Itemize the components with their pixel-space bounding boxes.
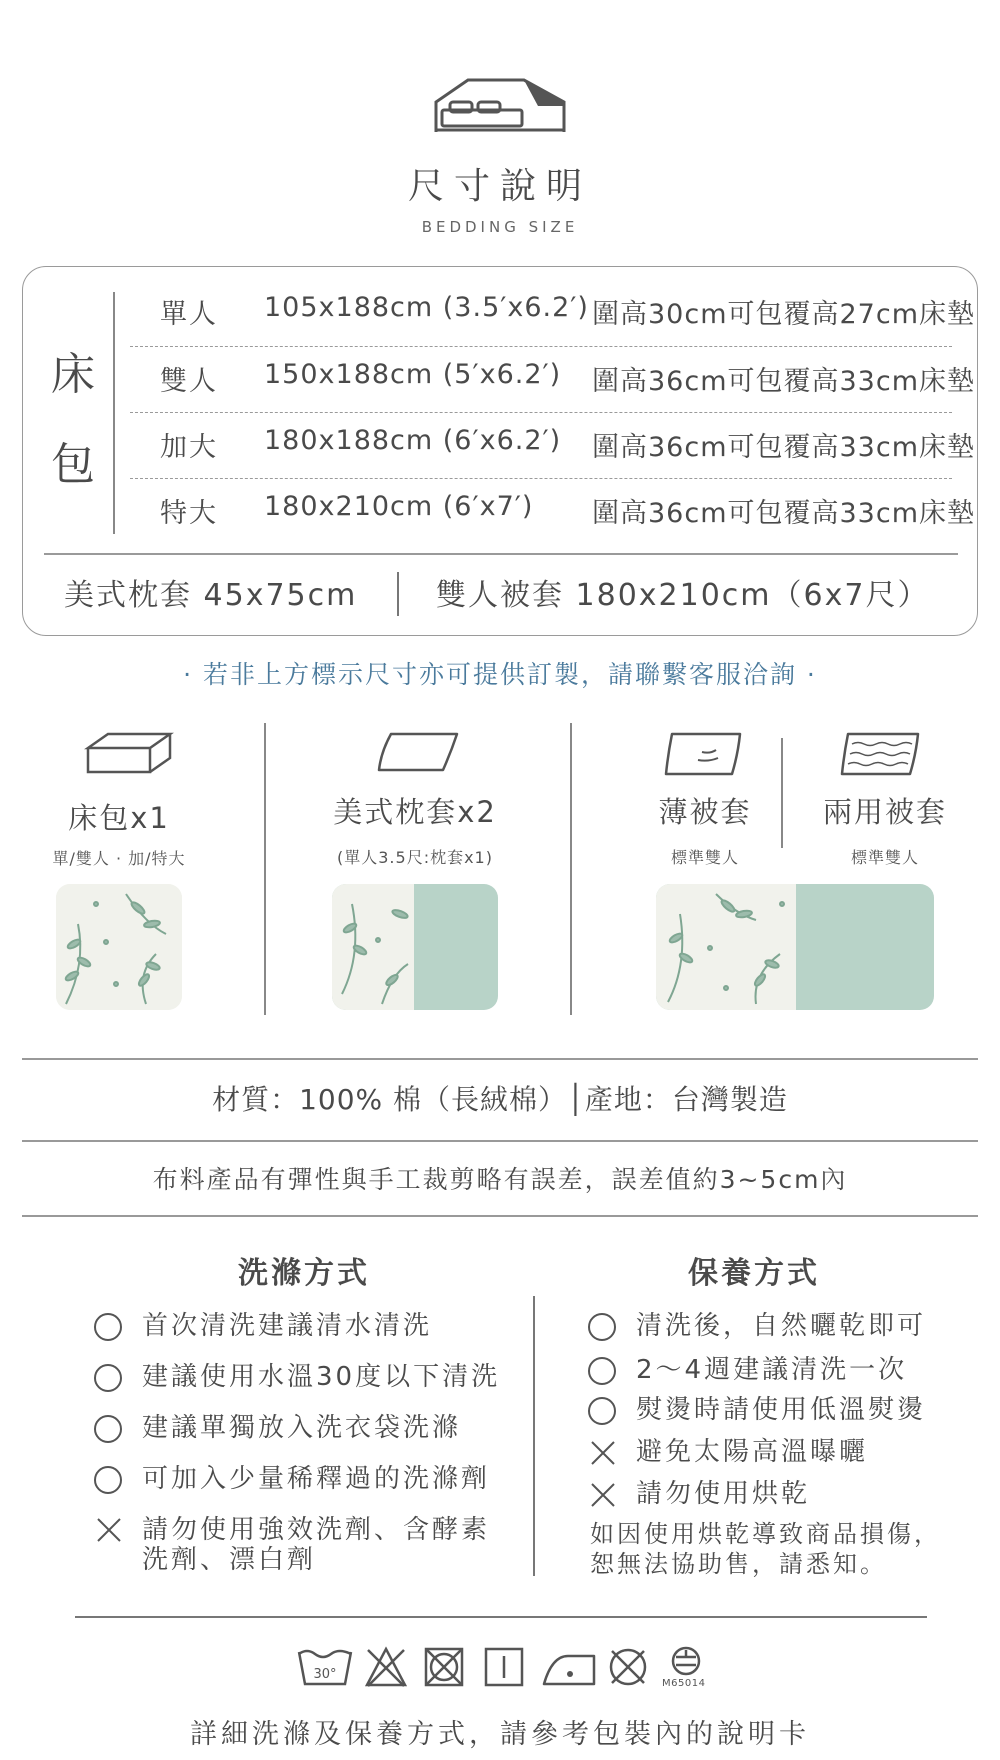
washing-item: 請勿使用強效洗劑、含酵素 xyxy=(142,1515,491,1545)
certification-mark-icon xyxy=(664,1646,708,1676)
category-label-char-1: 床 xyxy=(51,349,95,400)
care-item: 熨燙時請使用低溫熨燙 xyxy=(636,1395,927,1425)
size-row-note: 圍高36cm可包覆高33cm床墊 xyxy=(592,366,976,397)
duvet-fabric-swatch xyxy=(656,884,934,1010)
floral-fabric-swatch xyxy=(56,884,182,1010)
size-row-size: 180x188cm (6′x6.2′) xyxy=(264,425,562,456)
size-row-note: 圍高36cm可包覆高33cm床墊 xyxy=(592,432,976,463)
size-row-name: 加大 xyxy=(160,432,218,463)
size-row xyxy=(160,411,976,475)
care-item: 避免太陽高溫曝曬 xyxy=(636,1437,869,1467)
size-row-name: 雙人 xyxy=(160,366,218,397)
wash-temp-label: 30° xyxy=(313,1667,337,1682)
low-iron-icon xyxy=(540,1650,598,1688)
no-tumble-dry-icon xyxy=(422,1646,466,1688)
line-dry-icon xyxy=(482,1646,526,1688)
category-divider xyxy=(113,292,115,534)
pillow-size: 美式枕套 45x75cm xyxy=(64,578,358,613)
product-name: 床包x1 xyxy=(68,801,170,835)
product-name: 美式枕套x2 xyxy=(333,795,497,829)
size-row xyxy=(160,345,976,409)
care-note: 如因使用烘乾導致商品損傷， xyxy=(590,1520,941,1548)
no-bleach-icon xyxy=(364,1646,408,1688)
page-subtitle: BEDDING SIZE xyxy=(421,218,579,236)
product-name: 薄被套 xyxy=(658,795,752,829)
care-item: 清洗後，自然曬乾即可 xyxy=(636,1311,927,1341)
size-row xyxy=(160,477,976,541)
product-divider xyxy=(570,723,572,1015)
section-divider xyxy=(22,1215,978,1217)
allowed-mark-icon xyxy=(94,1466,122,1494)
fitted-sheet-icon xyxy=(84,730,174,778)
product-sub: 標準雙人 xyxy=(850,848,919,867)
size-row xyxy=(160,278,976,342)
dual-use-duvet-icon xyxy=(838,730,922,778)
washing-item: 建議單獨放入洗衣袋洗滌 xyxy=(142,1413,462,1443)
allowed-mark-icon xyxy=(94,1364,122,1392)
size-row-size: 150x188cm (5′x6.2′) xyxy=(264,359,562,390)
care-note-continued: 恕無法協助售，請悉知。 xyxy=(590,1550,887,1578)
duvet-size: 雙人被套 180x210cm（6x7尺） xyxy=(436,578,930,613)
allowed-mark-icon xyxy=(588,1313,616,1341)
care-title: 保養方式 xyxy=(688,1256,820,1291)
prohibited-mark-icon xyxy=(588,1438,618,1468)
washing-item: 首次清洗建議清水清洗 xyxy=(142,1311,433,1341)
washing-title: 洗滌方式 xyxy=(238,1256,370,1291)
custom-order-note: · 若非上方標示尺寸亦可提供訂製，請聯繫客服洽詢 · xyxy=(183,660,817,689)
size-row-name: 特大 xyxy=(160,498,218,529)
pillowcase-icon xyxy=(375,730,461,774)
size-row-size: 180x210cm (6′x7′) xyxy=(264,491,534,522)
bedding-house-icon xyxy=(430,72,570,142)
washing-item: 建議使用水溫30度以下清洗 xyxy=(142,1362,501,1392)
product-sub: (單人3.5尺:枕套x1) xyxy=(337,848,493,867)
tolerance-text: 布料產品有彈性與手工裁剪略有誤差，誤差值約3~5cm內 xyxy=(152,1165,848,1194)
footer-divider xyxy=(75,1616,927,1618)
size-row-note: 圍高30cm可包覆高27cm床墊 xyxy=(592,299,976,330)
thin-duvet-icon xyxy=(662,730,744,778)
size-row-note: 圍高36cm可包覆高33cm床墊 xyxy=(592,498,976,529)
allowed-mark-icon xyxy=(588,1397,616,1425)
pillowcase-fabric-swatch xyxy=(332,884,498,1010)
prohibited-mark-icon xyxy=(588,1480,618,1510)
product-subdivider xyxy=(781,738,783,848)
section-divider xyxy=(22,1140,978,1142)
allowed-mark-icon xyxy=(94,1313,122,1341)
allowed-mark-icon xyxy=(588,1357,616,1385)
product-sub: 標準雙人 xyxy=(670,848,739,867)
care-divider xyxy=(533,1296,535,1576)
product-divider xyxy=(264,723,266,1015)
category-label-char-2: 包 xyxy=(51,439,95,490)
page-title: 尺寸說明 xyxy=(407,166,592,207)
product-sub: 單/雙人 · 加/特大 xyxy=(52,849,186,868)
allowed-mark-icon xyxy=(94,1415,122,1443)
size-row-name: 單人 xyxy=(160,299,218,330)
footer-note: 詳細洗滌及保養方式，請參考包裝內的說明卡 xyxy=(190,1719,810,1750)
prohibited-mark-icon xyxy=(94,1515,124,1545)
care-item: 2～4週建議清洗一次 xyxy=(636,1355,908,1385)
washing-item: 可加入少量稀釋過的洗滌劑 xyxy=(142,1464,491,1494)
material-origin-text: 材質：100% 棉（長絨棉）│產地：台灣製造 xyxy=(212,1083,788,1116)
wash-30-icon xyxy=(297,1646,353,1688)
no-dry-clean-icon xyxy=(606,1646,650,1688)
size-row-size: 105x188cm (3.5′x6.2′) xyxy=(264,292,589,323)
product-name: 兩用被套 xyxy=(822,795,947,829)
bottom-row-divider xyxy=(397,572,399,616)
table-divider xyxy=(44,553,958,555)
section-divider xyxy=(22,1058,978,1060)
cert-code-label: M65014 xyxy=(662,1678,706,1689)
washing-item-continued: 洗劑、漂白劑 xyxy=(142,1545,317,1575)
care-item: 請勿使用烘乾 xyxy=(636,1479,811,1509)
